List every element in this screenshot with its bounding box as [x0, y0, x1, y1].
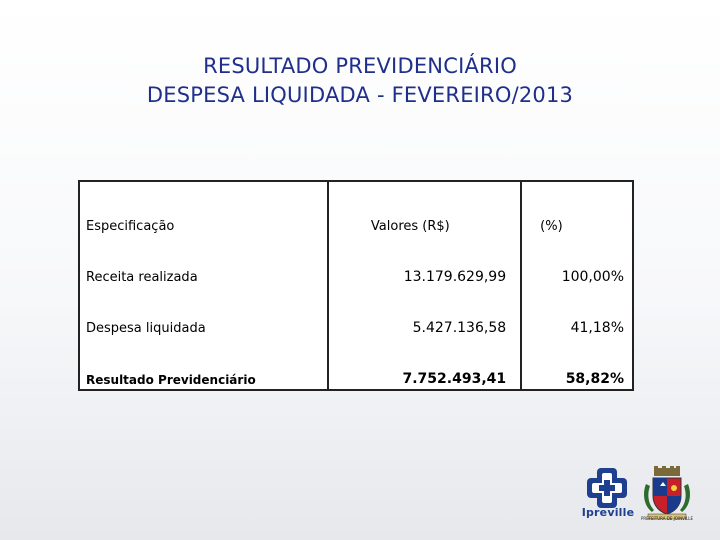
table-row: [79, 236, 633, 287]
results-table: [78, 180, 634, 391]
row-value: 5.427.136,58: [328, 287, 521, 338]
ipreville-logo-text: Ipreville: [581, 506, 635, 519]
page-title: [0, 52, 720, 110]
row-spec: Resultado Previdenciário: [79, 338, 328, 390]
header-percent: (%): [540, 219, 563, 234]
row-spec: Despesa liquidada: [79, 287, 328, 338]
row-percent: 41,18%: [570, 320, 624, 336]
row-value: 7.752.493,41: [328, 338, 521, 390]
row-percent: 100,00%: [561, 269, 624, 285]
table-row: [79, 287, 633, 338]
crest-caption: PREFEITURA DE JOINVILLE: [640, 516, 693, 521]
row-spec: Receita realizada: [79, 236, 328, 287]
row-value: 13.179.629,99: [328, 236, 521, 287]
table-row-total: [79, 338, 633, 390]
header-specification: Especificação: [79, 181, 328, 236]
header-values: Valores (R$): [328, 181, 521, 236]
title-line-1: RESULTADO PREVIDENCIÁRIO: [203, 54, 517, 78]
title-line-2: DESPESA LIQUIDADA - FEVEREIRO/2013: [146, 83, 574, 107]
row-percent: 58,82%: [565, 371, 624, 387]
table-header-row: [79, 181, 633, 236]
